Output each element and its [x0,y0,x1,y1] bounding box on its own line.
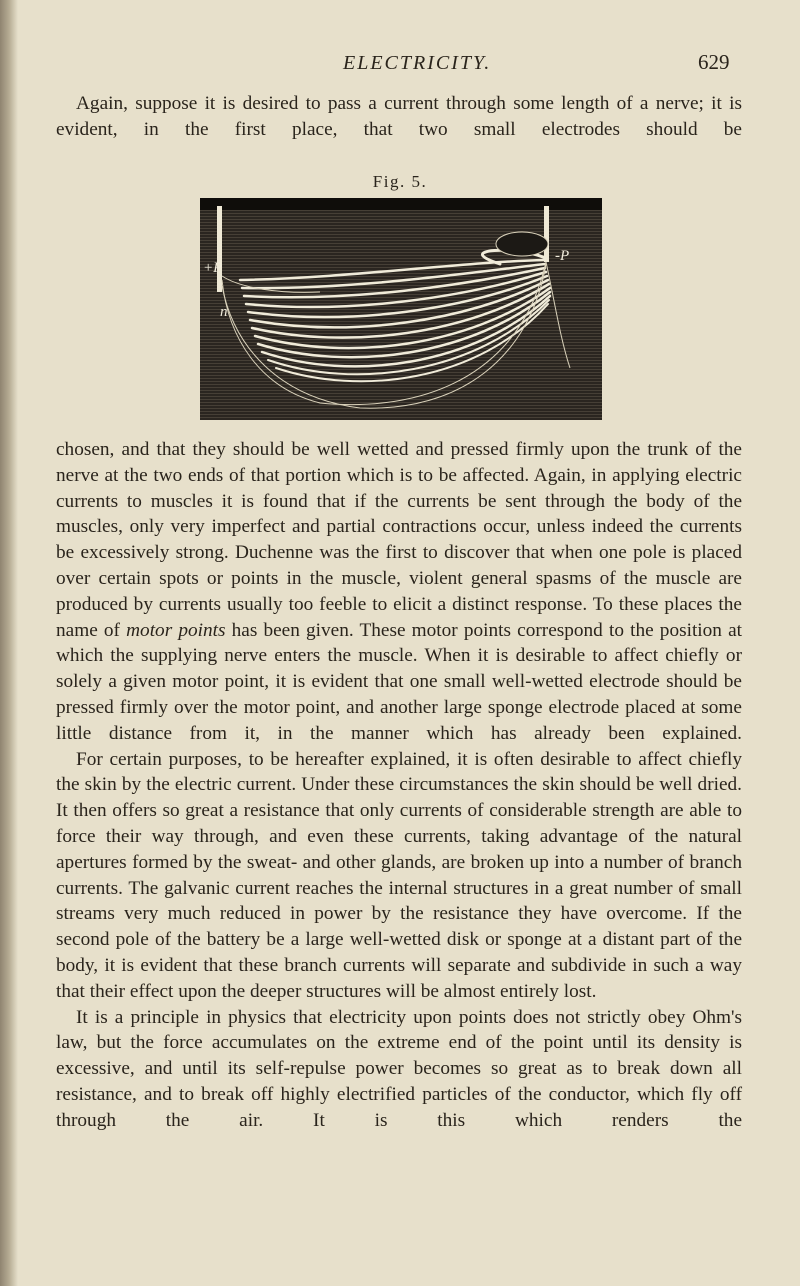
left-electrode [217,206,222,292]
paragraph-2 [56,437,742,747]
paragraph-3 [56,747,742,1005]
paragraph-2-text: chosen, and that they should be well wetted and pressed firmly upon the trunk of the nerve at the two ends of that portion which is to be affected. Again, in applying electric currents to muscles it is found that if the currents be sent through the body of the muscles, only very imperfect and partial contractions occur, unless indeed the currents be excessively strong. Duchenne was the first to discover that when one pole is placed over certain spots or points in the muscle, violent general spasms of the muscle are produced by currents usually too feeble to elicit a distinct response. To these places the name of [56,439,742,641]
tissue-background [200,198,602,420]
paragraph-2-rest: has been given. These motor points correspond to the position at which the supplying nerve enters the muscle. When it is desirable to affect chiefly or solely a given motor point, it is evident that one small well-wetted electrode should be pressed firmly over the motor point, and another large sponge electrode placed at some little distance from it, in the manner which has already been explained. [56,619,743,744]
paragraph-1 [56,91,742,143]
figure-caption: Fig. 5. [372,172,428,191]
label-positive-pole: +P [203,260,223,276]
paragraph-4 [56,1005,742,1134]
paragraph-1-text: Again, suppose it is desired to pass a current through some length of a nerve; it is evident, in the first place, that two small electrodes should be [56,93,742,140]
page-number: 629 [698,50,730,74]
paragraph-2-italic: motor points [126,619,226,641]
paragraph-4-text: It is a principle in physics that electricity upon points does not strictly obey Ohm's law, but the force accumulates on the extreme end of the point until its density is excessive, and until its self-repulse power becomes so great as to break down all resistance, and to break off highly electrified particles of the conductor, which fly off through the air. It is this which renders the [56,1006,742,1131]
figure-5-illustration [200,198,602,420]
running-head: ELECTRICITY. [343,52,492,74]
paragraph-3-text: For certain purposes, to be hereafter explained, it is often desirable to affect chiefly the skin by the electric current. Under these circumstances the skin should be well dried. It then offers so great a resistance that only currents of considerable strength are able to force their way through, and even these currents, taking advantage of the natural apertures formed by the sweat- and other glands, are broken up into a number of branch currents. The galvanic current reaches the internal structures in a great number of small streams very much reduced in power by the resistance they have overcome. If the second pole of the battery be a large well-wetted disk or sponge at a distant part of the body, it is evident that these branch currents will separate and subdivide in such a way that their effect upon the deeper structures will be almost entirely lost. [56,748,742,1002]
label-nerve: n [220,304,228,320]
nerve-cross-section [496,232,548,256]
surface-band [200,198,602,210]
figure-5-svg [200,198,602,420]
page-header [0,52,800,82]
label-negative-pole: -P [555,248,570,264]
right-electrode [544,206,549,262]
body-text [56,437,742,1134]
page-edge-shadow [0,0,18,1286]
